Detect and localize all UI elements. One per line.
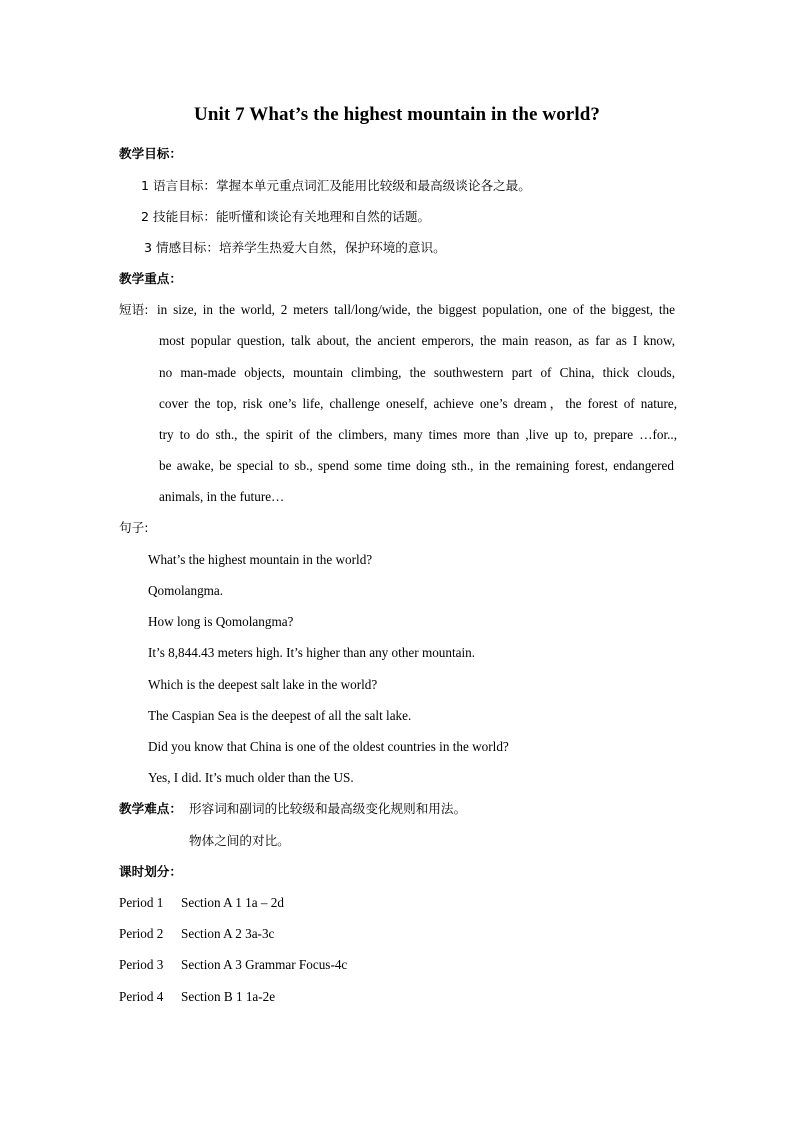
period-section: Section B 1 1a-2e (181, 989, 276, 1004)
phrase-line: no man-made objects, mountain climbing, the southwestern part of China, thick clouds, (159, 365, 675, 380)
period-section: Section A 1 1a – 2d (181, 895, 284, 910)
teaching-goal-item: 2 技能目标：能听懂和谈论有关地理和自然的话题。 (141, 209, 431, 224)
phrases-label: 短语: (119, 302, 149, 317)
sentence-line: Did you know that China is one of the oldest countries in the world? (148, 739, 509, 754)
phrase-line: be awake, be special to sb., spend some time doing sth., in the remaining forest, endangered (159, 458, 674, 473)
period-section: Section A 2 3a-3c (181, 926, 275, 941)
sentence-line: How long is Qomolangma? (148, 614, 294, 629)
period-label: Period 3 (119, 957, 164, 972)
difficulty-line: 物体之间的对比。 (189, 833, 290, 848)
phrase-line: most popular question, talk about, the ancient emperors, the main reason, as far as I know, (159, 333, 675, 348)
sentence-line: Which is the deepest salt lake in the world? (148, 677, 378, 692)
difficulties-heading: 教学难点： (119, 801, 182, 816)
page-title: Unit 7 What’s the highest mountain in the world? (194, 104, 600, 125)
sentence-line: Qomolangma. (148, 583, 224, 598)
key-points-heading: 教学重点： (119, 271, 182, 286)
periods-heading: 课时划分： (119, 864, 182, 879)
phrase-line: in size, in the world, 2 meters tall/long/wide, the biggest population, one of the biggest, the (157, 302, 675, 317)
teaching-goals-heading: 教学目标： (119, 146, 182, 161)
difficulty-line: 形容词和副词的比较级和最高级变化规则和用法。 (189, 801, 467, 816)
teaching-goal-item: 3 情感目标：培养学生热爱大自然，保护环境的意识。 (144, 240, 446, 255)
period-section: Section A 3 Grammar Focus-4c (181, 957, 348, 972)
teaching-goal-item: 1 语言目标：掌握本单元重点词汇及能用比较级和最高级谈论各之最。 (141, 178, 531, 193)
sentence-line: What’s the highest mountain in the world? (148, 552, 373, 567)
phrase-line: animals, in the future… (159, 489, 285, 504)
period-label: Period 2 (119, 926, 164, 941)
sentence-line: Yes, I did. It’s much older than the US. (148, 770, 354, 785)
phrase-line: try to do sth., the spirit of the climbers, many times more than ,live up to, prepare …for.., (159, 427, 677, 442)
sentence-line: The Caspian Sea is the deepest of all the salt lake. (148, 708, 412, 723)
sentences-label: 句子: (119, 520, 149, 535)
period-label: Period 4 (119, 989, 164, 1004)
phrase-line: cover the top, risk one’s life, challenge oneself, achieve one’s dream，the forest of nature, (159, 396, 677, 411)
period-label: Period 1 (119, 895, 164, 910)
sentence-line: It’s 8,844.43 meters high. It’s higher than any other mountain. (148, 645, 476, 660)
